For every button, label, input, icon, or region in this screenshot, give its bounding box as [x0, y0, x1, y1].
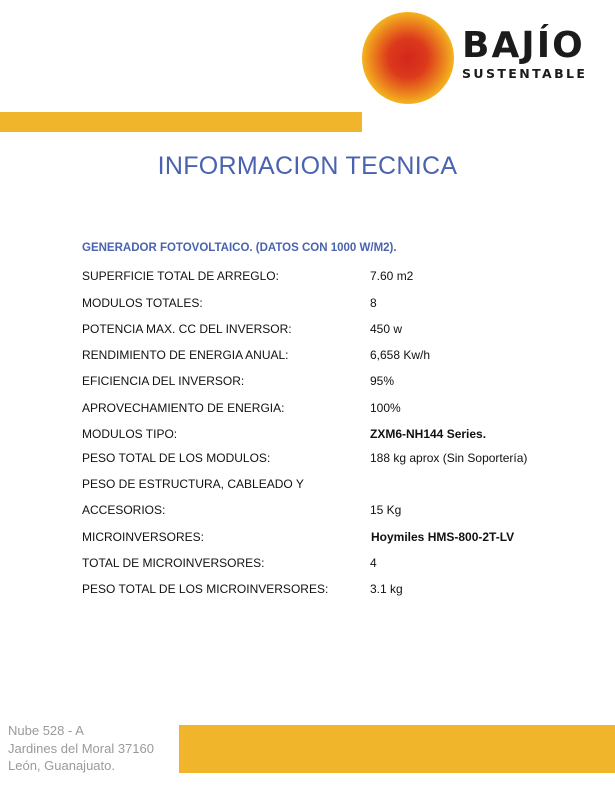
address-line: León, Guanajuato.	[8, 758, 115, 773]
logo-brand-name: BAJÍO	[462, 25, 585, 66]
spec-value: 95%	[370, 374, 395, 388]
spec-row	[82, 427, 582, 445]
spec-label: ACCESORIOS:	[82, 503, 166, 517]
spec-value: 450 w	[370, 322, 403, 336]
spec-label: RENDIMIENTO DE ENERGIA ANUAL:	[82, 348, 289, 362]
spec-value: Hoymiles HMS-800-2T-LV	[371, 530, 515, 544]
spec-row	[82, 296, 582, 314]
spec-row	[82, 401, 582, 419]
spec-row	[82, 269, 582, 287]
spec-value: 15 Kg	[370, 503, 402, 517]
spec-value: 188 kg aprox (Sin Soportería)	[370, 451, 528, 465]
spec-value: 8	[370, 296, 377, 310]
address-line: Nube 528 - A	[8, 723, 84, 738]
spec-value: 4	[370, 556, 377, 570]
spec-row	[82, 556, 582, 574]
spec-label: PESO TOTAL DE LOS MICROINVERSORES:	[82, 582, 329, 596]
spec-row	[82, 582, 582, 600]
address-line: Jardines del Moral 37160	[8, 740, 154, 756]
spec-label: PESO TOTAL DE LOS MODULOS:	[82, 451, 271, 465]
spec-label: EFICIENCIA DEL INVERSOR:	[82, 374, 245, 388]
spec-label: MODULOS TOTALES:	[82, 296, 203, 310]
spec-row	[82, 503, 582, 521]
page-title: INFORMACION TECNICA	[157, 152, 458, 180]
spec-value: 3.1 kg	[370, 582, 403, 596]
spec-row	[82, 322, 582, 340]
spec-row	[82, 451, 582, 469]
spec-label: MICROINVERSORES:	[82, 530, 205, 544]
logo-tagline: SUSTENTABLE	[462, 66, 588, 81]
spec-row	[82, 348, 582, 366]
spec-label: PESO DE ESTRUCTURA, CABLEADO Y	[82, 477, 304, 491]
spec-value: ZXM6-NH144 Series.	[370, 427, 487, 441]
spec-label: TOTAL DE MICROINVERSORES:	[82, 556, 265, 570]
section-heading: GENERADOR FOTOVOLTAICO. (DATOS CON 1000 W/M2).	[82, 242, 397, 254]
spec-label: SUPERFICIE TOTAL DE ARREGLO:	[82, 269, 279, 283]
spec-value: 6,658 Kw/h	[370, 348, 431, 362]
sun-logo-icon	[362, 12, 454, 104]
footer-address	[8, 722, 154, 775]
top-accent-bar	[0, 112, 362, 132]
spec-label: MODULOS TIPO:	[82, 427, 178, 441]
spec-value: 100%	[370, 401, 401, 415]
spec-value: 7.60 m2	[370, 269, 414, 283]
spec-label: POTENCIA MAX. CC DEL INVERSOR:	[82, 322, 292, 336]
spec-label: APROVECHAMIENTO DE ENERGIA:	[82, 401, 285, 415]
bottom-accent-bar	[179, 725, 615, 773]
spec-row	[82, 374, 582, 392]
company-logo	[362, 12, 607, 104]
spec-row	[82, 477, 582, 495]
spec-row	[82, 530, 582, 548]
